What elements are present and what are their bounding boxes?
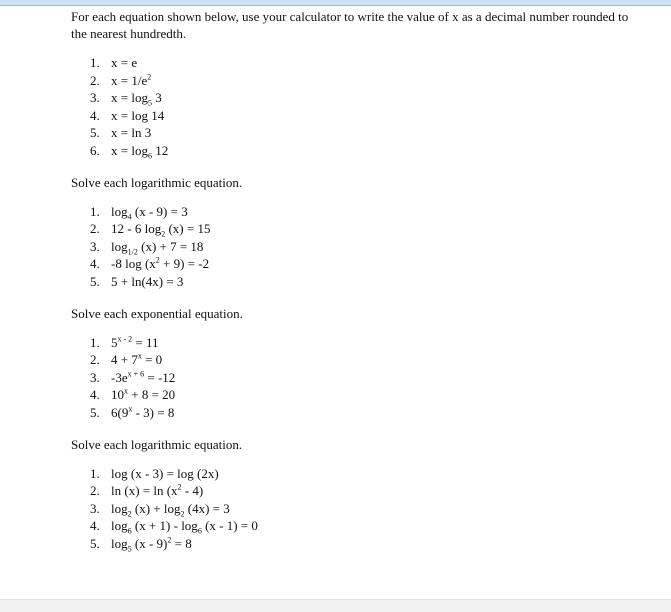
window-top-bar bbox=[0, 0, 671, 6]
list-item: 4. -8 $\log (x^2 + 9) = -2$ bbox=[90, 256, 210, 272]
window-bottom-bar bbox=[0, 599, 671, 612]
list-item: 1. $5^{x - 2} = 11$ bbox=[90, 334, 159, 350]
list-item: 4. $10^x + 8 = 20$ bbox=[90, 386, 176, 403]
list-item: 4. $\log_6 (x + 1) - \log_6 (x - 1) = 0$ bbox=[90, 518, 258, 536]
list-item: 3. $\log_2 (x) + \log_2 (4x) = 3$ bbox=[90, 500, 230, 519]
intro-paragraph: For each equation shown below, use your calculator to write the value of x as a decimal number rounded to the nearest hundredth. bbox=[71, 9, 629, 41]
document-body bbox=[71, 8, 631, 552]
list-item: 2. $x = 1/e^2$ bbox=[90, 72, 152, 88]
list-item: 2. 12 - 6 $\log_2 (x) = 15$ bbox=[90, 221, 211, 239]
list-item: 2. $4 + 7^x = 0$ bbox=[90, 351, 163, 368]
list-item: 3. $-3e^{x + 6} = -12$ bbox=[90, 369, 176, 385]
list-item: 5. 6(9$^x$ - 3) = 8 bbox=[90, 404, 175, 420]
list-item: 1. $\log_4 (x - 9) = 3$ bbox=[90, 203, 188, 222]
equation-list-logarithmic bbox=[71, 203, 631, 291]
list-item: 4. x = log 14 bbox=[90, 107, 165, 123]
section-heading: Solve each logarithmic equation. bbox=[71, 436, 243, 452]
section-heading: Solve each logarithmic equation. bbox=[71, 174, 243, 190]
list-item: 3. $x = \log_5 3$ bbox=[90, 90, 162, 108]
list-item: 1. x = e bbox=[90, 55, 138, 70]
equation-list-logarithmic-2 bbox=[71, 465, 631, 553]
list-item: 5. 5 + ln(4x) = 3 bbox=[90, 273, 184, 289]
list-item: 5. x = ln 3 bbox=[90, 125, 152, 141]
list-item: 3. $\log_{1/2} (x) + 7 = 18$ bbox=[90, 238, 204, 257]
list-item: 6. $x = \log_6 12$ bbox=[90, 142, 169, 161]
list-item: 2. $\ln (x) = \ln (x^2 - 4)$ bbox=[90, 482, 204, 499]
section-heading: Solve each exponential equation. bbox=[71, 305, 243, 321]
list-item: 1. log (x - 3) = log (2x) bbox=[90, 465, 219, 481]
equation-list-exponential bbox=[71, 334, 631, 422]
list-item: 5. $\log_5 (x - 9)^2 = 8$ bbox=[90, 535, 192, 554]
equation-list-decimal bbox=[71, 54, 631, 160]
